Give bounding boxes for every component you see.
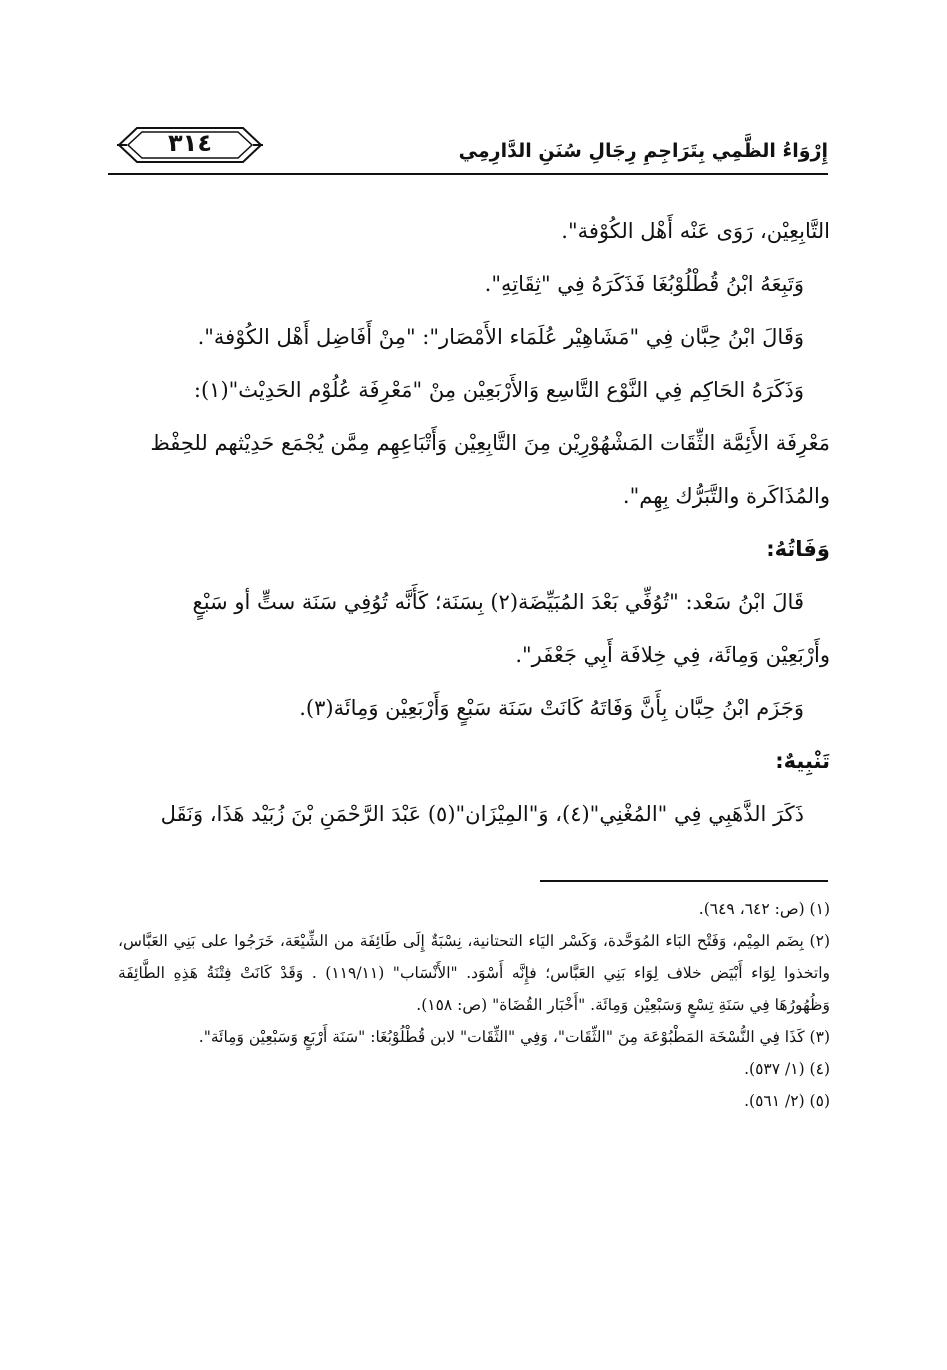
text-line: وَتَبِعَهُ ابْنُ قُطْلُوْبُغَا فَذَكَرَهُ فِي "ثِقَاتِهِ".: [484, 272, 804, 296]
text-line: وأَرْبَعِيْن وَمِائَة، فِي خِلافَة أَبِي جَعْفَر".: [515, 643, 830, 667]
text-line: مَعْرِفَة الأَئِمَّة الثِّقَات المَشْهُوْرِيْن مِنَ التَّابِعِيْن وَأَتْبَاعِهِم مِمَّن يُجْمَع حَدِيْثهم للحِفْظ: [150, 431, 830, 455]
text-line: قَالَ ابْنُ سَعْد: "تُوُفِّي بَعْدَ المُبَيِّضَة(٢) بِسَنَة؛ كَأَنَّه تُوُفِي سَنَة ستٍّ أو سَبْعٍ: [192, 590, 804, 614]
footnote: (٤) (١/ ٥٣٧).: [744, 1060, 830, 1078]
text-line: والمُذَاكَرة والتَّبَرُّك بِهِم".: [622, 484, 830, 508]
section-heading: وَفَاتُهُ:: [766, 537, 830, 561]
footnote-separator: [540, 880, 828, 882]
text-line: التَّابِعِيْن، رَوَى عَنْه أَهْل الكُوْفة".: [561, 219, 830, 243]
main-text: [118, 205, 830, 841]
footnote: (٥) (٢/ ٥٦١).: [744, 1092, 830, 1110]
page-header: [108, 100, 828, 180]
section-heading: تَنْبِيهٌ:: [775, 749, 830, 773]
page-number-badge: [115, 122, 265, 168]
footnote: (٣) كَذَا فِي النُّسْخَة المَطْبُوْعَة مِنَ "الثِّقَات"، وَفِي "الثِّقَات" لابن قُطْلُوْبُغَا: "سَنَة أَرْبَعٍ وَسَبْعِيْن وَمِائَة".: [198, 1028, 830, 1046]
book-title: إِرْوَاءُ الظَّمِي بِتَرَاجِمِ رِجَالِ سُنَنِ الدَّارِمِي: [458, 140, 828, 162]
text-line: وَذَكَرَهُ الحَاكِم فِي النَّوْع التَّاسِع وَالأَرْبَعِيْن مِنْ "مَعْرِفَة عُلُوْم الحَدِيْث"(١):: [193, 378, 804, 402]
text-line: وَقَالَ ابْنُ حِبَّان فِي "مَشَاهِيْر عُلَمَاء الأَمْصَار": "مِنْ أَفَاضِل أَهْل الكُوْفة".: [197, 325, 804, 349]
footnote: (٢) بِضَم المِيْم، وَفَتْح البَاء المُوَحَّدة، وَكَسْر اليَاء التحتانية، نِسْبَةٌ إِلَى طَائِفَة من الشِّيْعَة، خَرَجُوا على بَنِي العَبَّاس، واتخذوا لِوَاء أَبْيَض خلاف لِوَاء بَنِي العَبَّاس؛ فإِنَّه أَسْوَد. "الأَنْسَاب" (١١٩/١١) . وَقَدْ كَانَتْ فِتْنَةُ هَذِهِ الطَّائِفَة وَظُهُورُهَا فِي سَنَةِ تِسْعٍ وَسَبْعِيْن وَمِائَة. "أَخْبَار القُضَاة" (ص: ١٥٨).: [118, 932, 831, 1014]
header-rule: [108, 173, 828, 175]
footnotes: [118, 893, 830, 1117]
footnote: (١) (ص: ٦٤٢، ٦٤٩).: [698, 900, 830, 918]
page-number: ٣١٤: [168, 129, 212, 157]
text-line: ذَكَرَ الذَّهَبِي فِي "المُغْنِي"(٤)، وَ"المِيْزَان"(٥) عَبْدَ الرَّحْمَنِ بْنَ زُبَيْد هَذَا، وَنَقَل: [160, 802, 804, 826]
text-line: وَجَزَم ابْنُ حِبَّان بِأَنَّ وَفَاتَهُ كَانَتْ سَنَة سَبْعٍ وَأَرْبَعِيْن وَمِائَة(٣).: [299, 696, 804, 720]
